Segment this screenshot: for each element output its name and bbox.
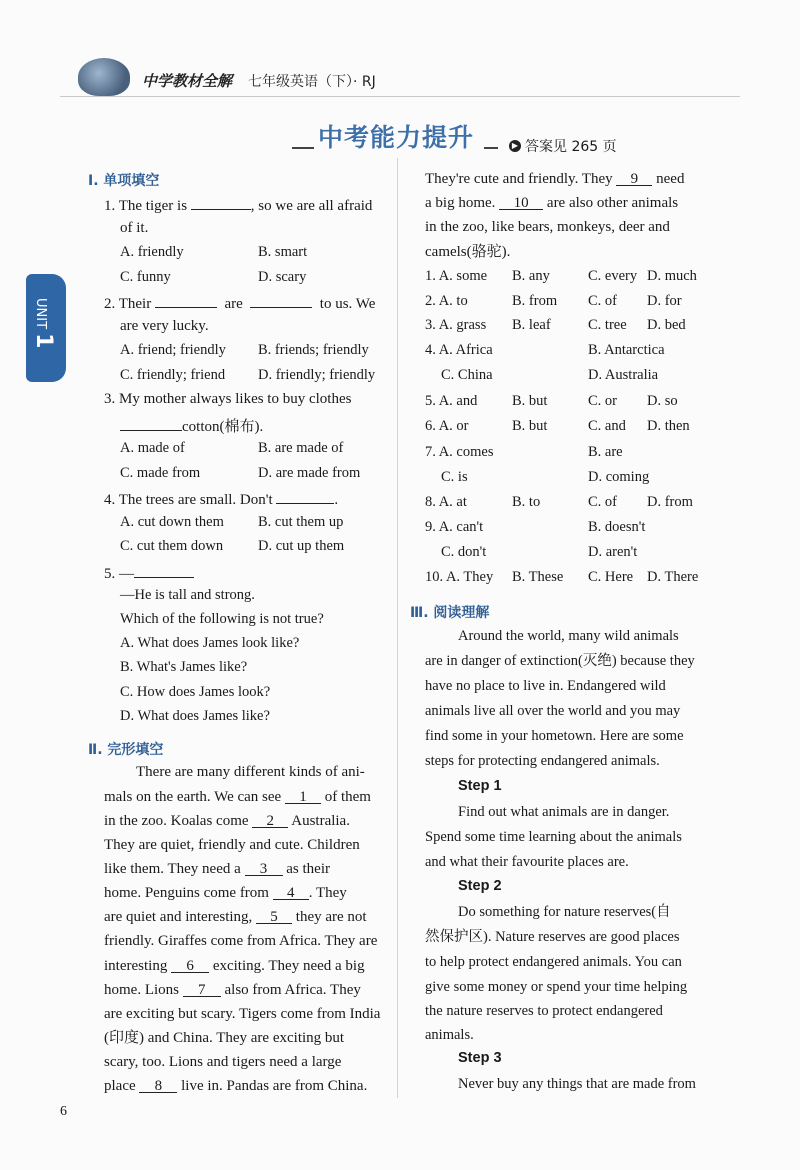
title-rule-left: [292, 147, 314, 149]
question-5: 5. —: [104, 562, 194, 583]
cloze-blank[interactable]: 1: [285, 788, 321, 804]
option: D. are made from: [258, 465, 361, 481]
cloze-blank[interactable]: 5: [256, 908, 292, 924]
cloze-line: mals on the earth. We can see 1 of them: [104, 789, 371, 805]
cloze-line: like them. They need a 3 as their: [104, 861, 330, 877]
cloze-line: home. Lions 7 also from Africa. They: [104, 982, 361, 998]
dialogue-line: —He is tall and strong.: [120, 587, 255, 603]
question-4: 4. The trees are small. Don't .: [104, 488, 338, 509]
cloze-line: place 8 live in. Pandas are from China.: [104, 1078, 368, 1094]
option: D. Australia: [588, 367, 659, 383]
cloze-blank[interactable]: 6: [171, 957, 209, 973]
option: C. funny: [120, 269, 171, 285]
reading-line: the nature reserves to protect endangered: [425, 1003, 663, 1019]
cloze-line: in the zoo, like bears, monkeys, deer and: [425, 219, 670, 235]
cloze-line: scary, too. Lions and tigers need a large: [104, 1054, 342, 1070]
option: 2. A. to: [425, 293, 468, 309]
reading-line: are in danger of extinction(灭绝) because they: [425, 653, 695, 669]
part1-heading: Ⅰ. 单项填空: [88, 173, 160, 189]
option: B. These: [512, 569, 564, 585]
cloze-line: home. Penguins come from 4 . They: [104, 885, 347, 901]
question-5-prompt: Which of the following is not true?: [120, 611, 324, 627]
cloze-line: They are quiet, friendly and cute. Children: [104, 837, 360, 853]
answer-blank[interactable]: [276, 488, 334, 504]
option: C. made from: [120, 465, 201, 481]
option: B. are: [588, 444, 623, 460]
reading-line: Do something for nature reserves(自: [458, 904, 671, 920]
reading-line: Find out what animals are in danger.: [458, 804, 670, 820]
option: B. doesn't: [588, 519, 646, 535]
option: D. scary: [258, 269, 307, 285]
step-2-heading: Step 2: [458, 878, 502, 894]
answer-reference: [509, 136, 617, 156]
answer-blank[interactable]: [120, 415, 182, 431]
option: B. any: [512, 268, 550, 284]
option: 5. A. and: [425, 393, 478, 409]
unit-label: UNIT 1: [31, 298, 56, 349]
reading-line: have no place to live in. Endangered wild: [425, 678, 666, 694]
option: C. Here: [588, 569, 634, 585]
cloze-blank[interactable]: 7: [183, 981, 221, 997]
option: A. friend; friendly: [120, 342, 226, 358]
cloze-line: a big home. 10 are also other animals: [425, 195, 679, 211]
option: C. is: [441, 469, 468, 485]
option: B. but: [512, 418, 548, 434]
option: B. from: [512, 293, 558, 309]
option: B. to: [512, 494, 541, 510]
option: D. for: [647, 293, 682, 309]
cloze-blank[interactable]: 4: [273, 884, 309, 900]
option: A. What does James look like?: [120, 635, 300, 651]
reading-line: Never buy any things that are made from: [458, 1076, 696, 1092]
reading-line: give some money or spend your time helping: [425, 979, 688, 995]
cloze-line: They're cute and friendly. They 9 need: [425, 171, 685, 187]
option: D. cut up them: [258, 538, 345, 554]
option: 1. A. some: [425, 268, 488, 284]
option: 6. A. or: [425, 418, 469, 434]
series-title: 中学教材全解: [142, 72, 233, 90]
reading-line: Spend some time learning about the animals: [425, 829, 682, 845]
option: B. but: [512, 393, 548, 409]
option: C. don't: [441, 544, 487, 560]
option: A. friendly: [120, 244, 184, 260]
option: C. How does James look?: [120, 684, 271, 700]
option: 9. A. can't: [425, 519, 484, 535]
option: C. China: [441, 367, 493, 383]
book-subtitle: 七年级英语（下）· RJ: [248, 74, 376, 90]
cloze-line: are exciting but scary. Tigers come from India: [104, 1006, 381, 1022]
option: D. bed: [647, 317, 686, 333]
question-3: 3. My mother always likes to buy clothes: [104, 391, 352, 407]
page-number: 6: [60, 1104, 67, 1119]
reading-line: 然保护区). Nature reserves are good places: [425, 929, 680, 945]
option: C. friendly; friend: [120, 367, 226, 383]
option: D. aren't: [588, 544, 638, 560]
cloze-blank[interactable]: 8: [139, 1077, 177, 1093]
option: C. of: [588, 293, 617, 309]
cloze-blank[interactable]: 3: [245, 860, 283, 876]
option: 8. A. at: [425, 494, 467, 510]
step-1-heading: Step 1: [458, 778, 502, 794]
book-logo-icon: [78, 58, 130, 96]
option: B. smart: [258, 244, 308, 260]
option: D. so: [647, 393, 678, 409]
option: B. What's James like?: [120, 659, 248, 675]
answer-blank[interactable]: [191, 194, 251, 210]
question-2: 2. Their are to us. We: [104, 292, 375, 313]
option: C. or: [588, 393, 617, 409]
step-3-heading: Step 3: [458, 1050, 502, 1066]
option: C. and: [588, 418, 626, 434]
option: B. are made of: [258, 440, 344, 456]
cloze-blank[interactable]: 10: [499, 194, 543, 210]
option: C. every: [588, 268, 638, 284]
option: 7. A. comes: [425, 444, 494, 460]
answer-reference-text: 答案见 265 页: [525, 139, 617, 155]
question-1: 1. The tiger is , so we are all afraid: [104, 194, 372, 215]
play-arrow-icon: ▶: [509, 140, 521, 152]
reading-line: steps for protecting endangered animals.: [425, 753, 660, 769]
option: D. friendly; friendly: [258, 367, 376, 383]
option: 3. A. grass: [425, 317, 487, 333]
reading-line: animals.: [425, 1027, 474, 1043]
reading-line: to help protect endangered animals. You can: [425, 954, 682, 970]
option: D. What does James like?: [120, 708, 270, 724]
unit-tab: [26, 274, 66, 382]
cloze-line: friendly. Giraffes come from Africa. They are: [104, 933, 378, 949]
option: D. then: [647, 418, 690, 434]
option: A. made of: [120, 440, 185, 456]
cloze-blank[interactable]: 9: [616, 170, 652, 186]
option: 4. A. Africa: [425, 342, 493, 358]
question-3-cont: cotton(棉布).: [120, 415, 263, 436]
answer-blank[interactable]: [155, 292, 217, 308]
option: D. coming: [588, 469, 650, 485]
answer-blank[interactable]: [250, 292, 312, 308]
option: B. cut them up: [258, 514, 344, 530]
option: D. from: [647, 494, 693, 510]
column-divider: [397, 158, 398, 1098]
section-title: 中考能力提升: [318, 123, 475, 152]
cloze-line: (印度) and China. They are exciting but: [104, 1030, 345, 1046]
cloze-line: in the zoo. Koalas come 2 Australia.: [104, 813, 350, 829]
option: C. tree: [588, 317, 627, 333]
option: C. cut them down: [120, 538, 224, 554]
cloze-blank[interactable]: 2: [252, 812, 288, 828]
part3-heading: Ⅲ. 阅读理解: [410, 605, 490, 621]
answer-blank[interactable]: [134, 562, 194, 578]
option: B. Antarctica: [588, 342, 665, 358]
option: B. leaf: [512, 317, 551, 333]
title-rule-right: [484, 147, 498, 149]
header-divider: [60, 96, 740, 97]
option: D. There: [647, 569, 699, 585]
cloze-line: There are many different kinds of ani-: [136, 764, 365, 780]
cloze-line: camels(骆驼).: [425, 244, 511, 260]
part2-heading: Ⅱ. 完形填空: [88, 742, 164, 758]
option: B. friends; friendly: [258, 342, 369, 358]
option: A. cut down them: [120, 514, 224, 530]
reading-line: Around the world, many wild animals: [458, 628, 679, 644]
option: C. of: [588, 494, 617, 510]
option: D. much: [647, 268, 697, 284]
question-2-cont: are very lucky.: [120, 318, 209, 334]
cloze-line: interesting 6 exciting. They need a big: [104, 958, 365, 974]
reading-line: animals live all over the world and you may: [425, 703, 681, 719]
question-1-cont: of it.: [120, 220, 149, 236]
reading-line: find some in your hometown. Here are some: [425, 728, 684, 744]
option: 10. A. They: [425, 569, 494, 585]
cloze-line: are quiet and interesting, 5 they are not: [104, 909, 367, 925]
reading-line: and what their favourite places are.: [425, 854, 629, 870]
